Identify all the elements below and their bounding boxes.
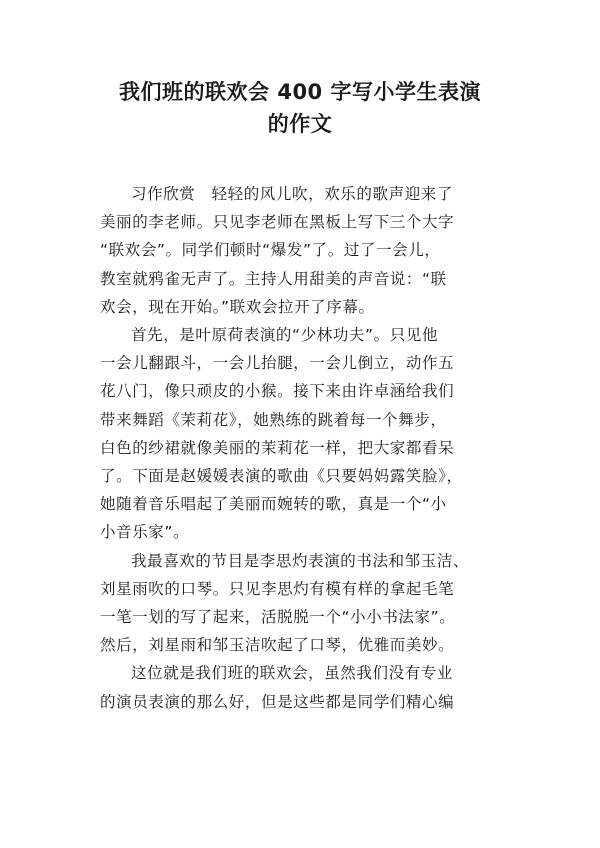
- paragraph-3: [100, 547, 512, 660]
- text-line: 带来舞蹈《茉莉花》，她熟练的跳着每一个舞步，: [100, 410, 447, 429]
- text-line: 这位就是我们班的联欢会，虽然我们没有专业: [131, 664, 454, 683]
- title-line-1: 我们班的联欢会 400 字写小学生表演: [119, 80, 481, 104]
- paragraph-4: [100, 659, 512, 715]
- text-line: 习作欣赏 轻轻的风儿吹，欢乐的歌声迎来了: [131, 185, 454, 203]
- text-line: 然后，刘星雨和邹玉洁吹起了口琴，优雅而美妙。: [100, 636, 455, 655]
- paragraph-2: [100, 321, 512, 547]
- text-line: “联欢会”。同学们顿时“爆发”了。过了一会儿，: [100, 241, 441, 260]
- text-line: 刘星雨吹的口琴。只见李思灼有模有样的拿起毛笔: [100, 579, 455, 598]
- document-title: [60, 76, 540, 140]
- text-line: 欢会，现在开始。”联欢会拉开了序幕。: [100, 297, 375, 316]
- text-line: 我最喜欢的节目是李思灼表演的书法和邹玉洁、: [131, 551, 470, 570]
- text-line: 她随着音乐唱起了美丽而婉转的歌，真是一个“小: [100, 495, 447, 514]
- text-line: 的演员表演的那么好，但是这些都是同学们精心编: [100, 692, 455, 711]
- text-line: 花八门，像只顽皮的小猴。接下来由许卓涵给我们: [100, 382, 455, 401]
- text-line: 一笔一划的写了起来，活脱脱一个“小小书法家”。: [100, 608, 456, 627]
- title-line-2: 的作文: [267, 112, 333, 136]
- text-line: 首先，是叶原荷表演的“少林功夫”。只见他: [131, 326, 439, 345]
- text-line: 小音乐家”。: [100, 523, 190, 542]
- paragraph-1: [100, 180, 512, 321]
- text-line: 了。下面是赵媛媛表演的歌曲《只要妈妈露笑脸》，: [100, 467, 463, 486]
- text-line: 教室就鸦雀无声了。主持人用甜美的声音说：“联: [100, 269, 447, 288]
- text-line: 一会儿翻跟斗，一会儿抬腿，一会儿倒立，动作五: [100, 354, 455, 373]
- text-line: 美丽的李老师。只见李老师在黑板上写下三个大字: [100, 213, 455, 232]
- text-line: 白色的纱裙就像美丽的茉莉花一样，把大家都看呆: [100, 438, 455, 457]
- article-body: [100, 180, 512, 716]
